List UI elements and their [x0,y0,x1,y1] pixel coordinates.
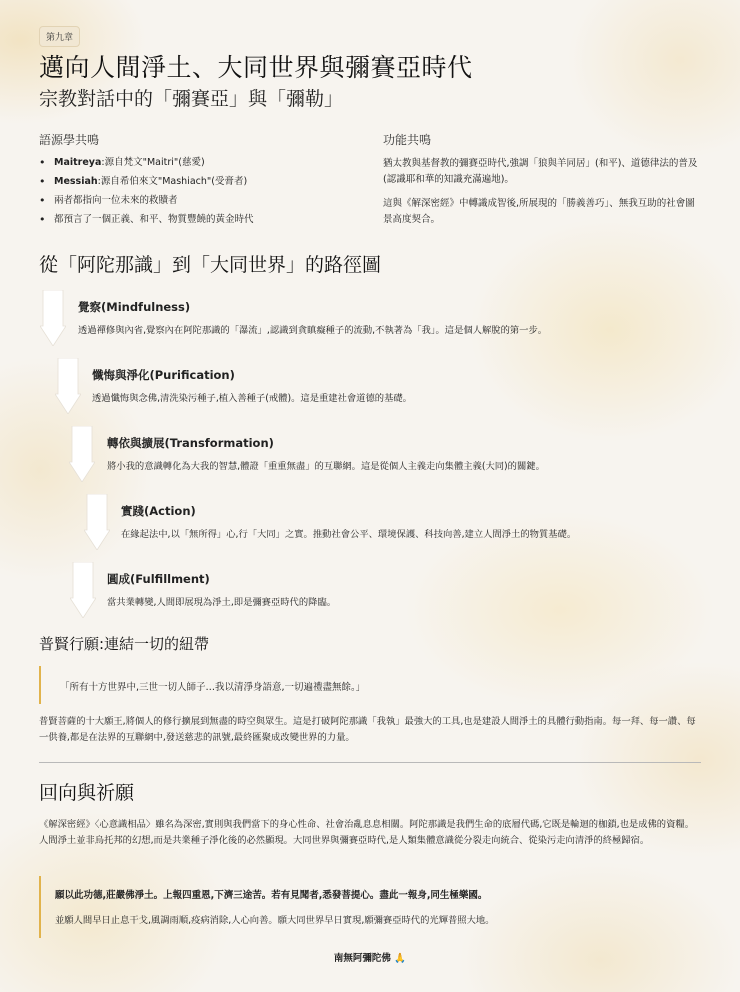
dedication-heading: 回向與祈願 [39,782,135,804]
roadmap-heading: 從「阿陀那識」到「大同世界」的路徑圖 [39,254,382,276]
list-item [39,156,359,169]
list-item [39,194,359,207]
step-5-arrow-icon [70,562,96,618]
step-1-arrow-icon [40,290,66,346]
term-text: 兩者都指向一位未來的救贖者 [54,195,178,206]
section-divider [39,762,701,763]
function-heading: 功能共鳴 [383,133,432,147]
term-text: :源自希伯來文"Mashiach"(受膏者) [97,176,248,187]
step-5-desc: 當共業轉變,人間即展現為淨土,即是彌賽亞時代的降臨。 [107,597,337,608]
etymology-heading: 語源學共鳴 [39,133,100,147]
step-5-title: 圓成(Fulfillment) [107,572,210,586]
samantabhadra-heading: 普賢行願:連結一切的紐帶 [39,635,210,653]
term-text: 都預言了一個正義、和平、物質豐饒的黃金時代 [54,214,254,225]
step-4-arrow-icon [84,494,110,550]
list-item [39,175,359,188]
step-3-title: 轉依與擴展(Transformation) [107,436,274,450]
term-text: :源自梵文"Maitri"(慈愛) [101,157,205,168]
vow-verse: 願以此功德,莊嚴佛淨土。上報四重恩,下濟三途苦。若有見聞者,悉發菩提心。盡此一報身,同生極樂國。 [55,890,488,901]
step-1-title: 覺察(Mindfulness) [78,300,191,314]
step-3-arrow-icon [69,426,95,482]
etymology-list [39,156,359,232]
term-messiah: Messiah [54,176,98,187]
chapter-tag: 第九章 [39,26,80,47]
vow-block [39,876,703,938]
list-item [39,213,359,226]
step-1-desc: 透過禪修與內省,覺察內在阿陀那識的「瀑流」,認識到貪瞋癡種子的流動,不執著為「我」。這是個人解脫的第一步。 [78,325,548,336]
samantabhadra-paragraph: 普賢菩薩的十大願王,將個人的修行擴展到無盡的時空與眾生。這是打破阿陀那識「我執」最強大的工具,也是建設人間淨土的具體行動指南。每一拜、每一讚、每一供養,都是在法界的互聯網中,發送慈悲的訊號,最終匯聚成改變世界的力量。 [39,716,696,743]
vow-text: 並願人間早日止息干戈,風調雨順,疫病消除,人心向善。願大同世界早日實現,願彌賽亞時代的光輝普照大地。 [55,915,495,926]
step-2-arrow-icon [55,358,81,414]
step-2-title: 懺悔與淨化(Purification) [92,368,235,382]
step-4-desc: 在緣起法中,以「無所得」心,行「大同」之實。推動社會公平、環境保護、科技向善,建立人間淨土的物質基礎。 [121,529,577,540]
step-4-title: 實踐(Action) [121,504,196,518]
step-3-desc: 將小我的意識轉化為大我的智慧,體證「重重無盡」的互聯網。這是從個人主義走向集體主義(大同)的關鍵。 [107,461,545,472]
term-maitreya: Maitreya [54,157,102,168]
closing-line: 南無阿彌陀佛 🙏 [333,953,407,964]
step-2-desc: 透過懺悔與念佛,清洗染污種子,植入善種子(戒體)。這是重建社會道德的基礎。 [92,393,412,404]
dedication-paragraph: 《解深密經》〈心意識相品〉雖名為深密,實則與我們當下的身心性命、社會治亂息息相關。阿陀那識是我們生命的底層代碼,它既是輪迴的枷鎖,也是成佛的資糧。人間淨土並非烏托邦的幻想,而是共業種子淨化後的必然顯現。大同世界與彌賽亞時代,是人類集體意識從分裂走向統合、從染污走向清淨的終極歸宿。 [39,819,694,846]
function-paragraph-1: 猶太教與基督教的彌賽亞時代,強調「狼與羊同居」(和平)、道德律法的普及(認識耶和華的知識充滿遍地)。 [383,158,698,185]
page-subtitle: 宗教對話中的「彌賽亞」與「彌勒」 [39,88,344,110]
quote-block [39,666,703,704]
page-title: 邁向人間淨土、大同世界與彌賽亞時代 [39,53,473,82]
quote-text: 「所有十方世界中,三世一切人師子…我以清淨身語意,一切遍禮盡無餘。」 [60,682,366,693]
function-paragraph-2: 這與《解深密經》中轉識成智後,所展現的「勝義善巧」、無我互助的社會圖景高度契合。 [383,198,695,225]
